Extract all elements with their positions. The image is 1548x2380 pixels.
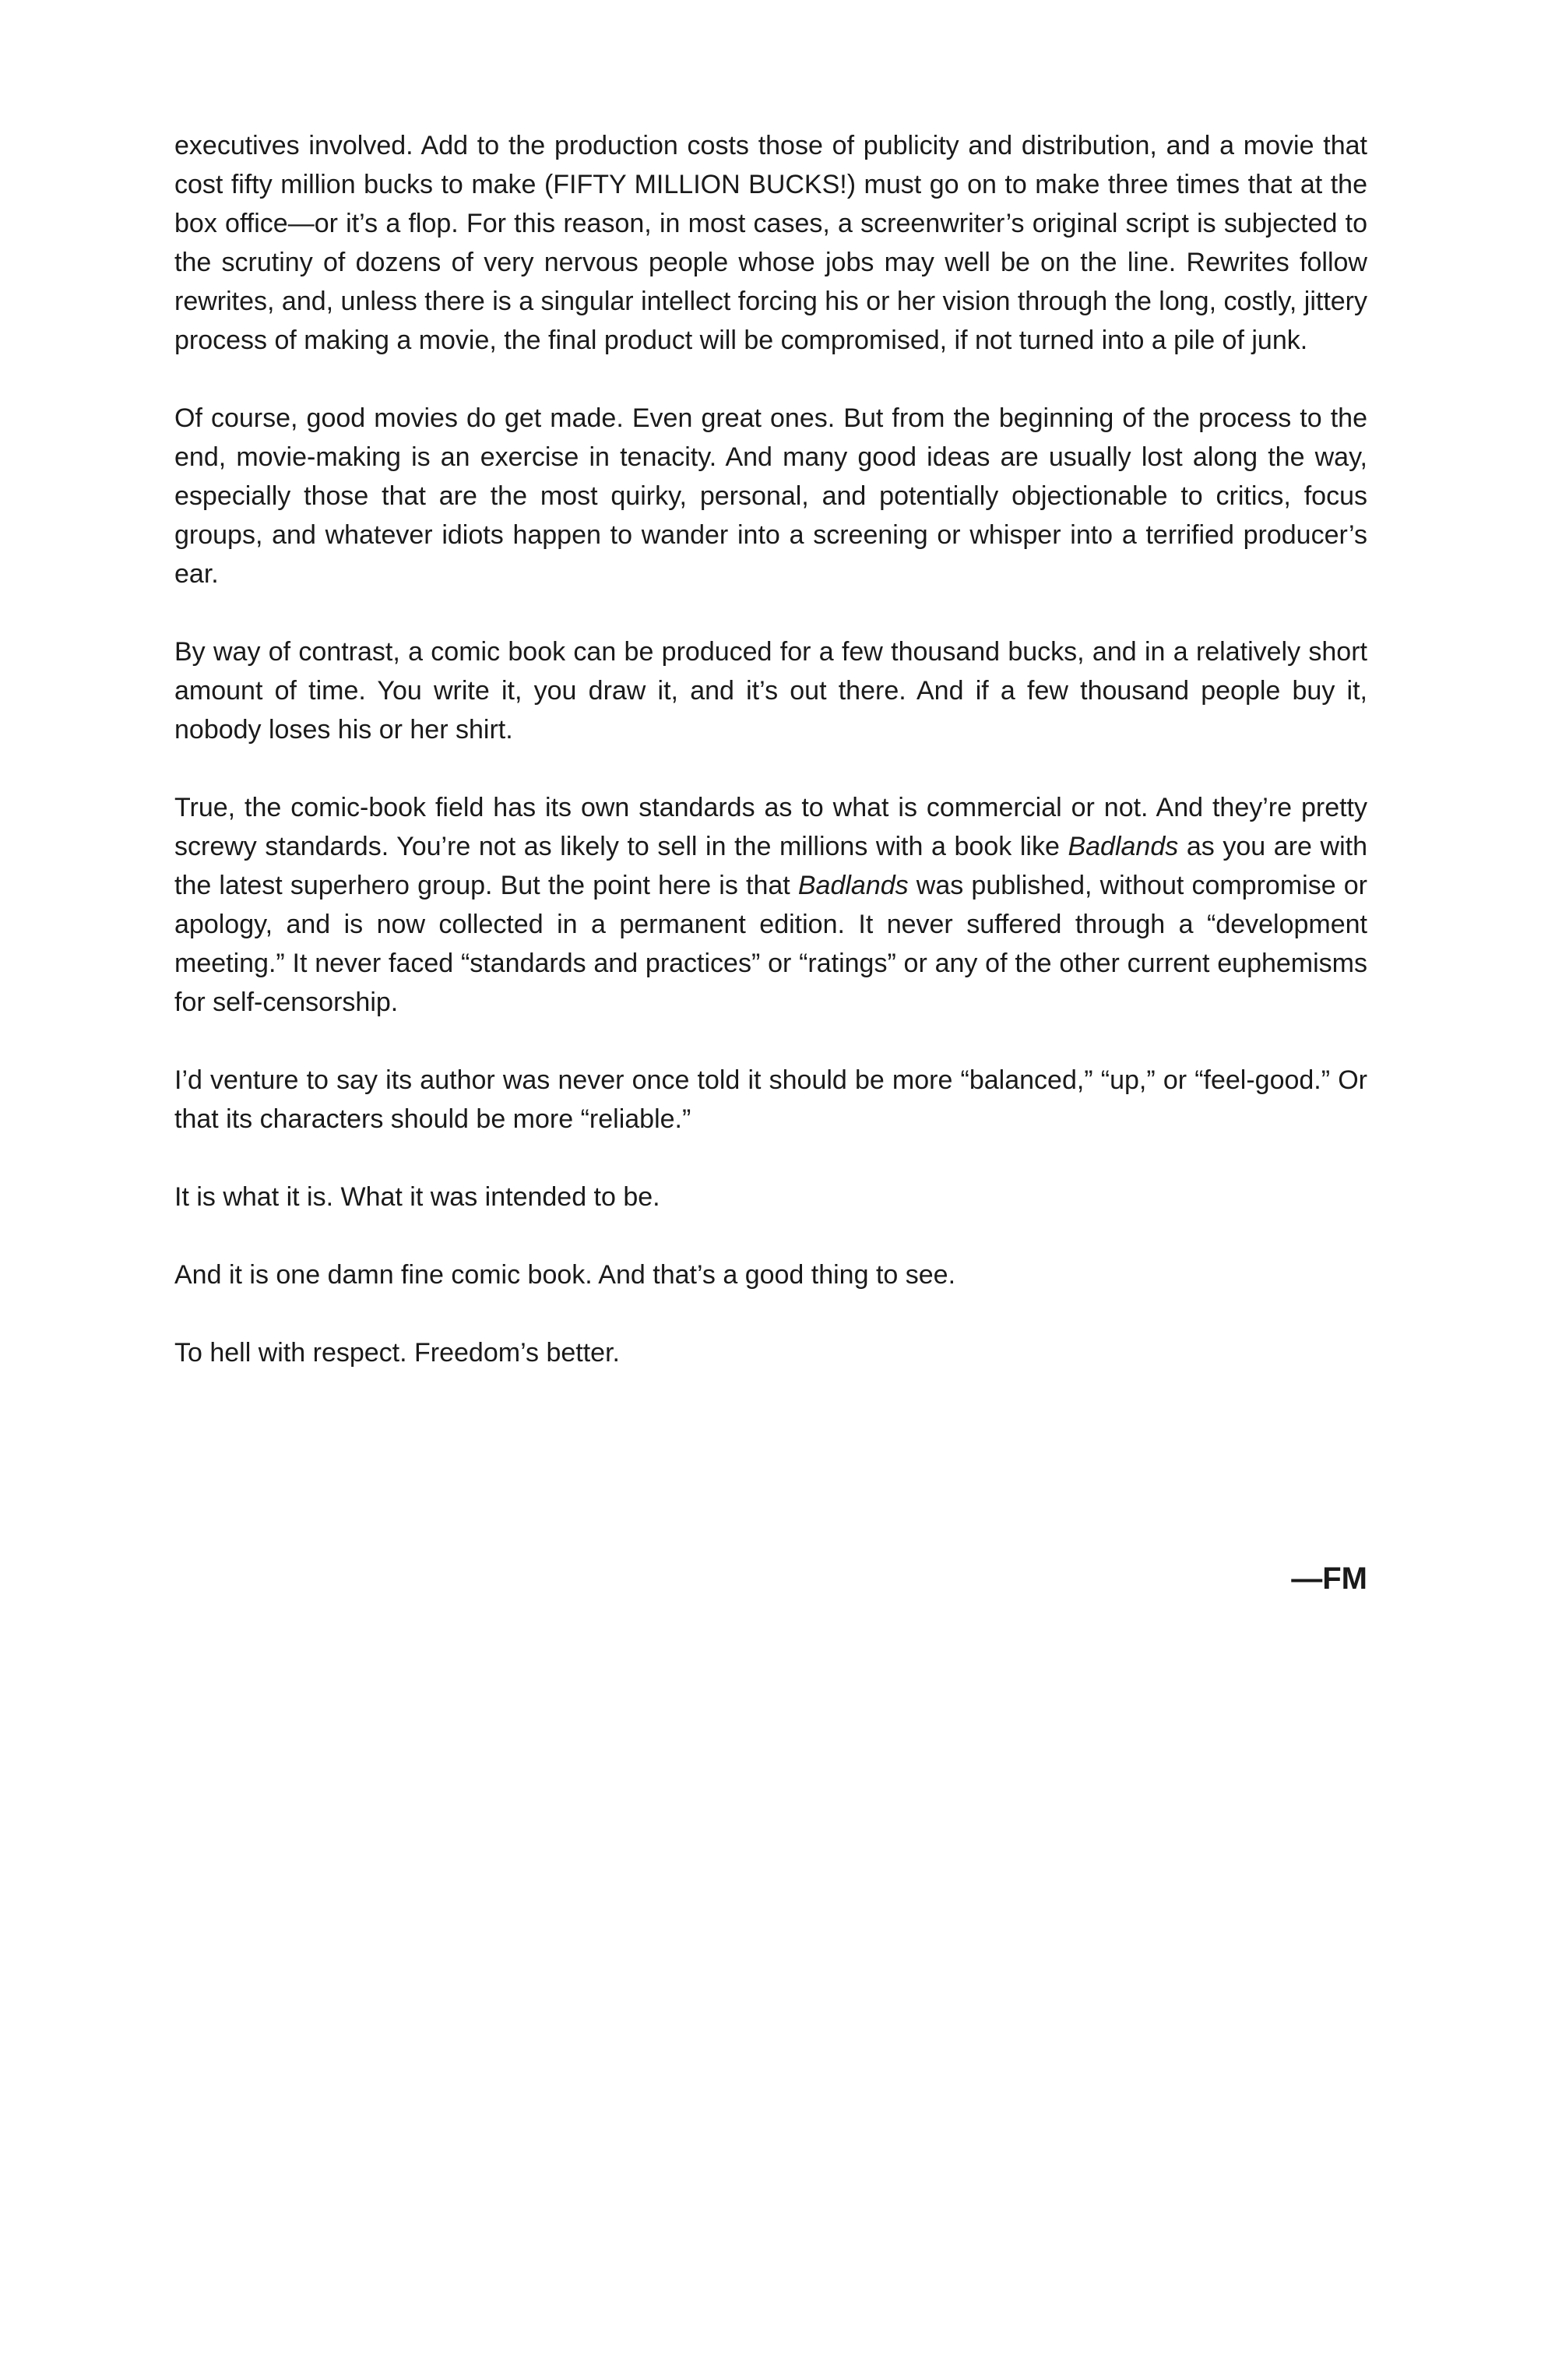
paragraph-text: executives involved. Add to the production costs those of publicity and distribution, and a movie that cost fifty million bucks to make (FIFTY MILLION BUCKS!) must go on to make three times that at the box office—or it’s a flop. For this reason, in most cases, a screenwriter’s original script is subjected to the scrutiny of dozens of very nervous people whose jobs may well be on the line. Rewrites follow rewrites, and, unless there is a singular intellect forcing his or her vision through the long, costly, jittery process of making a movie, the final product will be compromised, if not turned into a pile of junk. [174, 131, 1367, 355]
paragraph-text: Of course, good movies do get made. Even great ones. But from the beginning of the process to the end, movie-making is an exercise in tenacity. And many good ideas are usually lost along the way, especially those that are the most quirky, personal, and potentially objectionable to critics, focus groups, and whatever idiots happen to wander into a screening or whisper into a terrified producer’s ear. [174, 403, 1367, 589]
body-text [174, 126, 1367, 1372]
book-title: Badlands [1068, 832, 1179, 861]
paragraph [174, 1178, 1367, 1216]
paragraph-text: as you are with the latest superhero group. But the point here is that [174, 832, 1367, 900]
book-title: Badlands [797, 871, 909, 900]
paragraph [174, 399, 1367, 593]
paragraph-text: was published, without compromise or apology, and is now collected in a permanent edition. It never suffered through a “development meeting.” It never faced “standards and practices” or “ratings” or any of the other current euphemisms for self-censorship. [174, 871, 1367, 1017]
paragraph [174, 126, 1367, 360]
paragraph-text: I’d venture to say its author was never once told it should be more “balanced,” “up,” or “feel-good.” Or that its characters should be more “reliable.” [174, 1065, 1367, 1134]
paragraph [174, 632, 1367, 749]
paragraph-text: True, the comic-book field has its own standards as to what is commercial or not. And they’re pretty screwy standards. You’re not as likely to sell in the millions with a book like [174, 793, 1367, 861]
paragraph [174, 1061, 1367, 1139]
paragraph-text: It is what it is. What it was intended to be. [174, 1182, 660, 1212]
paragraph [174, 788, 1367, 1022]
paragraph [174, 1255, 1367, 1294]
paragraph-text: To hell with respect. Freedom’s better. [174, 1338, 620, 1368]
paragraph [174, 1333, 1367, 1372]
paragraph-text: By way of contrast, a comic book can be produced for a few thousand bucks, and in a relatively short amount of time. You write it, you draw it, and it’s out there. And if a few thousand people buy it, nobody loses his or her shirt. [174, 637, 1367, 745]
paragraph-text: And it is one damn fine comic book. And that’s a good thing to see. [174, 1260, 956, 1290]
author-signature: —FM [1291, 1561, 1367, 1596]
